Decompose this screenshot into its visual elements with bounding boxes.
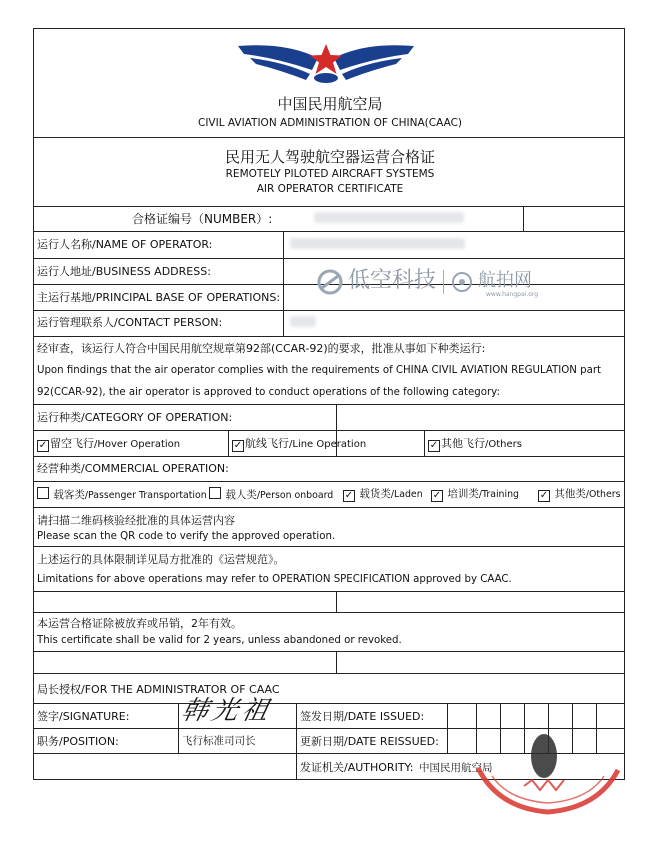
watermark-brand: 低空科技 xyxy=(348,268,437,293)
validity-en: This certificate shall be valid for 2 years, unless abandoned or revoked. xyxy=(37,635,402,646)
checkbox[interactable] xyxy=(209,487,221,499)
operator-name-redacted xyxy=(290,238,465,249)
watermark-divider xyxy=(443,270,444,294)
findings-cn: 经审查，该运行人符合中国民用航空规章第92部(CCAR-92)的要求，批准从事如下种类运行: xyxy=(37,342,486,355)
caac-logo xyxy=(236,40,416,88)
authority-label: 发证机关/AUTHORITY: xyxy=(300,761,414,774)
authority-value: 中国民用航空局 xyxy=(419,762,493,774)
commercial-item: 载人类/Person onboard xyxy=(209,487,333,503)
watermark-site: www.hangpai.org xyxy=(486,291,539,298)
findings-en-1: Upon findings that the air operator complies with the requirements of CHINA CIVIL AVIATION REGULATION part xyxy=(37,365,602,376)
commercial-item: ✓ 载货类/Laden xyxy=(344,488,423,501)
date-issued-label: 签发日期/DATE ISSUED: xyxy=(300,710,425,723)
commercial-item: ✓ 培训类/Training xyxy=(432,488,519,501)
position-label: 职务/POSITION: xyxy=(37,735,119,748)
certificate-title-en-2: AIR OPERATOR CERTIFICATE xyxy=(256,183,404,195)
commercial-item: ✓ 其他类/Others xyxy=(539,488,621,501)
category-item: ✓ 航线飞行/Line Operation xyxy=(233,437,367,451)
watermark xyxy=(316,266,556,302)
category-item: ✓ 留空飞行/Hover Operation xyxy=(38,437,181,451)
checkbox[interactable]: ✓ xyxy=(539,490,549,501)
administrator-label: 局长授权/FOR THE ADMINISTRATOR OF CAAC xyxy=(37,683,280,696)
checkbox[interactable]: ✓ xyxy=(429,440,439,451)
category-label: 运行种类/CATEGORY OF OPERATION: xyxy=(37,411,233,424)
commercial-label: 经营种类/COMMERCIAL OPERATION: xyxy=(37,462,229,475)
qr-instruction-en: Please scan the QR code to verify the approved operation. xyxy=(37,531,336,542)
official-seal xyxy=(468,708,628,818)
position-value: 飞行标准司司长 xyxy=(182,735,256,747)
checkbox[interactable]: ✓ xyxy=(38,440,48,451)
watermark-drone-icon xyxy=(450,270,474,294)
signature-value: 韩光祖 xyxy=(178,696,276,726)
findings-en-2: 92(CCAR-92), the air operator is approved to conduct operations of the following category: xyxy=(37,387,500,398)
contact-person-label: 运行管理联系人/CONTACT PERSON: xyxy=(37,316,223,329)
org-name-en: CIVIL AVIATION ADMINISTRATION OF CHINA(CAAC) xyxy=(197,117,462,129)
checkbox[interactable]: ✓ xyxy=(233,440,243,451)
contact-person-redacted xyxy=(290,316,316,327)
checkbox[interactable] xyxy=(37,487,49,499)
qr-instruction-cn: 请扫描二维码核验经批准的具体运营内容 xyxy=(37,514,235,527)
commercial-item: 载客类/Passenger Transportation xyxy=(37,487,207,503)
validity-cn: 本运营合格证除被放弃或吊销，2年有效。 xyxy=(37,617,242,630)
operator-name-label: 运行人名称/NAME OF OPERATOR: xyxy=(37,238,213,251)
limitations-cn: 上述运行的具体限制详见局方批准的《运营规范》。 xyxy=(37,553,285,566)
org-name-cn: 中国民用航空局 xyxy=(277,95,383,113)
watermark-brand-2: 航拍网 xyxy=(478,270,532,291)
date-reissued-label: 更新日期/DATE REISSUED: xyxy=(300,735,439,748)
principal-base-label: 主运行基地/PRINCIPAL BASE OF OPERATIONS: xyxy=(37,291,281,304)
certificate-number-redacted xyxy=(314,212,464,223)
business-address-label: 运行人地址/BUSINESS ADDRESS: xyxy=(37,265,211,278)
checkbox[interactable]: ✓ xyxy=(432,490,442,501)
certificate-title-cn: 民用无人驾驶航空器运营合格证 xyxy=(224,148,435,166)
certificate-number-label: 合格证编号（NUMBER）: xyxy=(132,212,273,226)
limitations-en: Limitations for above operations may refer to OPERATION SPECIFICATION approved by CAAC. xyxy=(37,574,512,585)
checkbox[interactable]: ✓ xyxy=(344,490,354,501)
certificate-title-en-1: REMOTELY PILOTED AIRCRAFT SYSTEMS xyxy=(225,168,435,180)
category-item: ✓ 其他飞行/Others xyxy=(429,437,522,451)
watermark-logo-icon xyxy=(316,268,344,296)
signature-label: 签字/SIGNATURE: xyxy=(37,710,130,723)
